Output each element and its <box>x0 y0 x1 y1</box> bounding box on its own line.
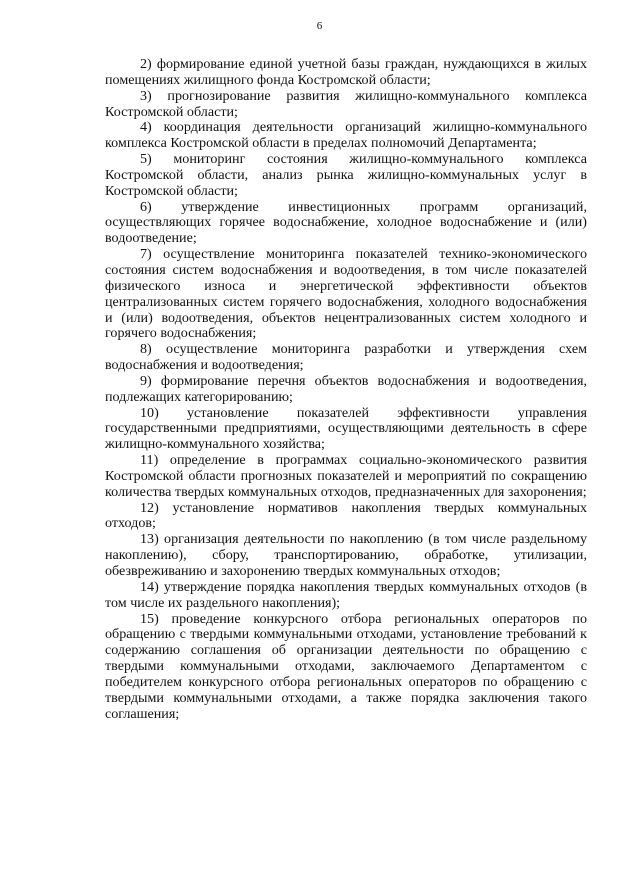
paragraph-item-11: 11) определение в программах социально-экономического развития Костромской области прогнозных показателей и мероприятий по сокращению количества твердых коммунальных отходов, предназначенных для захоронения; <box>105 452 587 500</box>
page-number: 6 <box>316 20 323 32</box>
paragraph-item-7: 7) осуществление мониторинга показателей технико-экономического состояния систем водоснабжения и водоотведения, в том числе показателей физического износа и энергетической эффективности объектов централизованных систем горячего водоснабжения, холодного водоснабжения и (или) водоотведения, объектов нецентрализованных систем холодного и горячего водоснабжения; <box>105 246 587 342</box>
paragraph-item-3: 3) прогнозирование развития жилищно-коммунального комплекса Костромской области; <box>105 87 587 120</box>
paragraph-item-14: 14) утверждение порядка накопления твердых коммунальных отходов (в том числе их раздельного накопления); <box>105 578 587 611</box>
paragraph-item-15: 15) проведение конкурсного отбора региональных операторов по обращению с твердыми коммунальными отходами, установление требований к содержанию соглашения об организации деятельности по обращению с твердыми коммунальными отходами, заключаемого Департаментом с победителем конкурсного отбора региональных операторов по обращению с твердыми коммунальными отходами, а также порядка заключения такого соглашения; <box>105 610 587 722</box>
paragraph-item-5: 5) мониторинг состояния жилищно-коммунального комплекса Костромской области, анализ рынка жилищно-коммунальных услуг в Костромской области; <box>105 151 587 199</box>
document-body <box>105 57 587 722</box>
paragraph-item-8: 8) осуществление мониторинга разработки и утверждения схем водоснабжения и водоотведения; <box>105 341 587 374</box>
paragraph-item-6: 6) утверждение инвестиционных программ организаций, осуществляющих горячее водоснабжение, холодное водоснабжение и (или) водоотведение; <box>105 198 587 247</box>
paragraph-item-9: 9) формирование перечня объектов водоснабжения и водоотведения, подлежащих категорированию; <box>105 372 587 405</box>
paragraph-item-13: 13) организация деятельности по накоплению (в том числе раздельному накоплению), сбору, транспортированию, обработке, утилизации, обезвреживанию и захоронению твердых коммунальных отходов; <box>105 531 587 579</box>
paragraph-item-12: 12) установление нормативов накопления твердых коммунальных отходов; <box>105 499 587 532</box>
paragraph-item-4: 4) координация деятельности организаций жилищно-коммунального комплекса Костромской области в пределах полномочий Департамента; <box>105 119 587 152</box>
paragraph-item-10: 10) установление показателей эффективности управления государственными предприятиями, осуществляющими деятельность в сфере жилищно-коммунального хозяйства; <box>105 404 587 453</box>
paragraph-item-2: 2) формирование единой учетной базы граждан, нуждающихся в жилых помещениях жилищного фонда Костромской области; <box>105 56 587 88</box>
